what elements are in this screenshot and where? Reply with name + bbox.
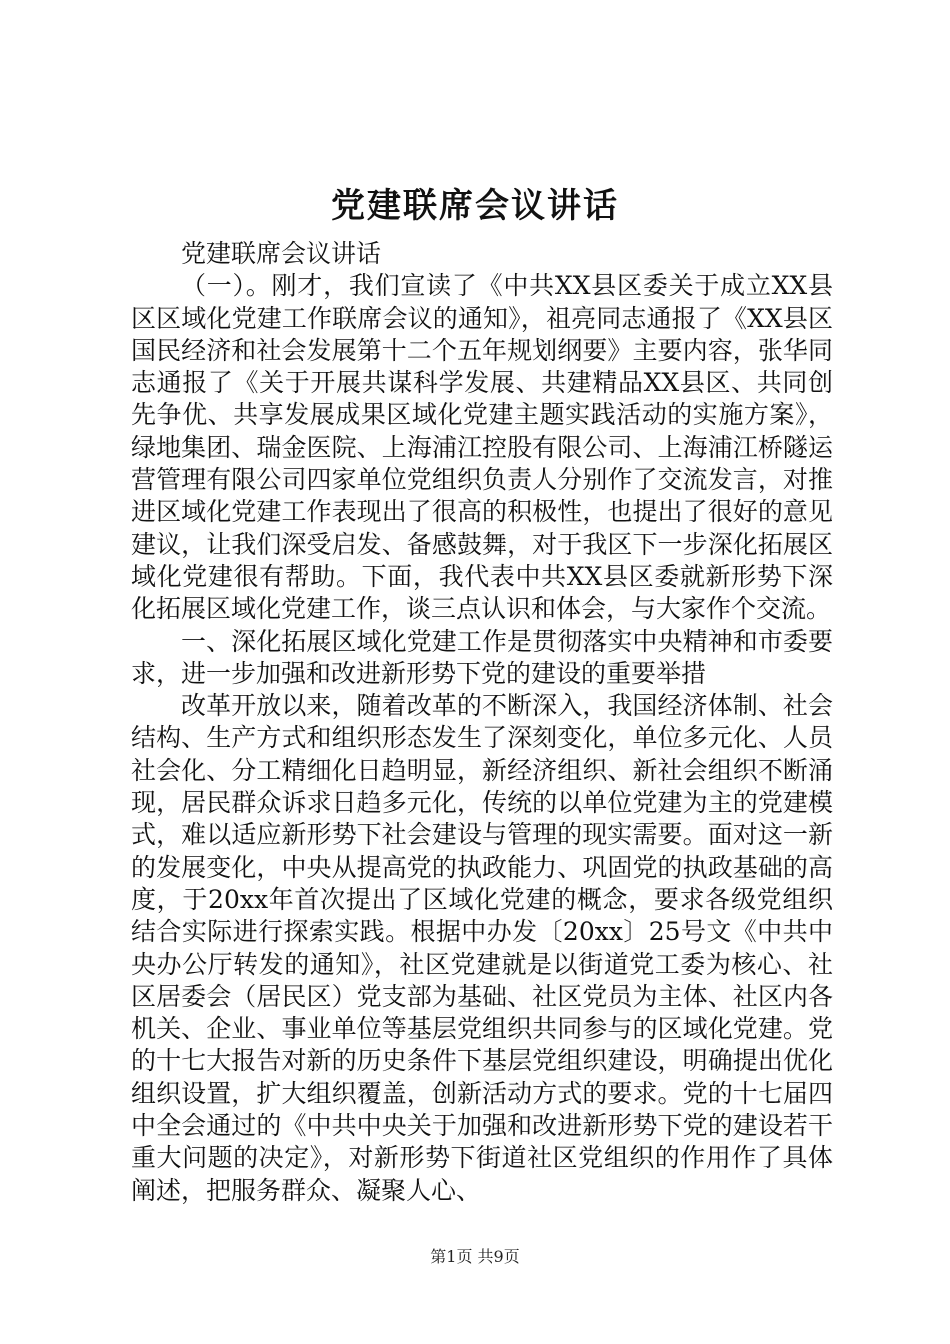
body-paragraph-section-heading: 一、深化拓展区域化党建工作是贯彻落实中央精神和市委要求，进一步加强和改进新形势下党的建设的重要举措	[131, 626, 833, 688]
body-paragraph-section-content: 改革开放以来，随着改革的不断深入，我国经济体制、社会结构、生产方式和组织形态发生了深刻变化，单位多元化、人员社会化、分工精细化日趋明显，新经济组织、新社会组织不断涌现，居民群众诉求日趋多元化，传统的以单位党建为主的党建模式，难以适应新形势下社会建设与管理的现实需要。面对这一新的发展变化，中央从提高党的执政能力、巩固党的执政基础的高度，于20xx年首次提出了区域化党建的概念，要求各级党组织结合实际进行探索实践。根据中办发〔20xx〕25号文《中共中央办公厅转发的通知》，社区党建就是以街道党工委为核心、社区居委会（居民区）党支部为基础、社区党员为主体、社区内各机关、企业、事业单位等基层党组织共同参与的区域化党建。党的十七大报告对新的历史条件下基层党组织建设，明确提出优化组织设置，扩大组织覆盖，创新活动方式的要求。党的十七届四中全会通过的《中共中央关于加强和改进新形势下党的建设若干重大问题的决定》，对新形势下街道社区党组织的作用作了具体阐述，把服务群众、凝聚人心、	[131, 691, 833, 1205]
body-paragraph-subtitle: 党建联席会议讲话	[181, 239, 382, 268]
document-body	[131, 238, 833, 1207]
body-paragraph-opening: （一）。刚才，我们宣读了《中共XX县区委关于成立XX县区区域化党建工作联席会议的通知》，祖亮同志通报了《XX县区国民经济和社会发展第十二个五年规划纲要》主要内容，张华同志通报了《关于开展共谋科学发展、共建精品XX县区、共同创先争优、共享发展成果区域化党建主题实践活动的实施方案》，绿地集团、瑞金医院、上海浦江控股有限公司、上海浦江桥隧运营管理有限公司四家单位党组织负责人分别作了交流发言，对推进区域化党建工作表现出了很高的积极性，也提出了很好的意见建议，让我们深受启发、备感鼓舞，对于我区下一步深化拓展区域化党建很有帮助。下面，我代表中共XX县区委就新形势下深化拓展区域化党建工作，谈三点认识和体会，与大家作个交流。	[131, 271, 833, 624]
page-footer: 第1页 共9页	[430, 1247, 520, 1266]
document-title: 党建联席会议讲话	[331, 186, 619, 226]
